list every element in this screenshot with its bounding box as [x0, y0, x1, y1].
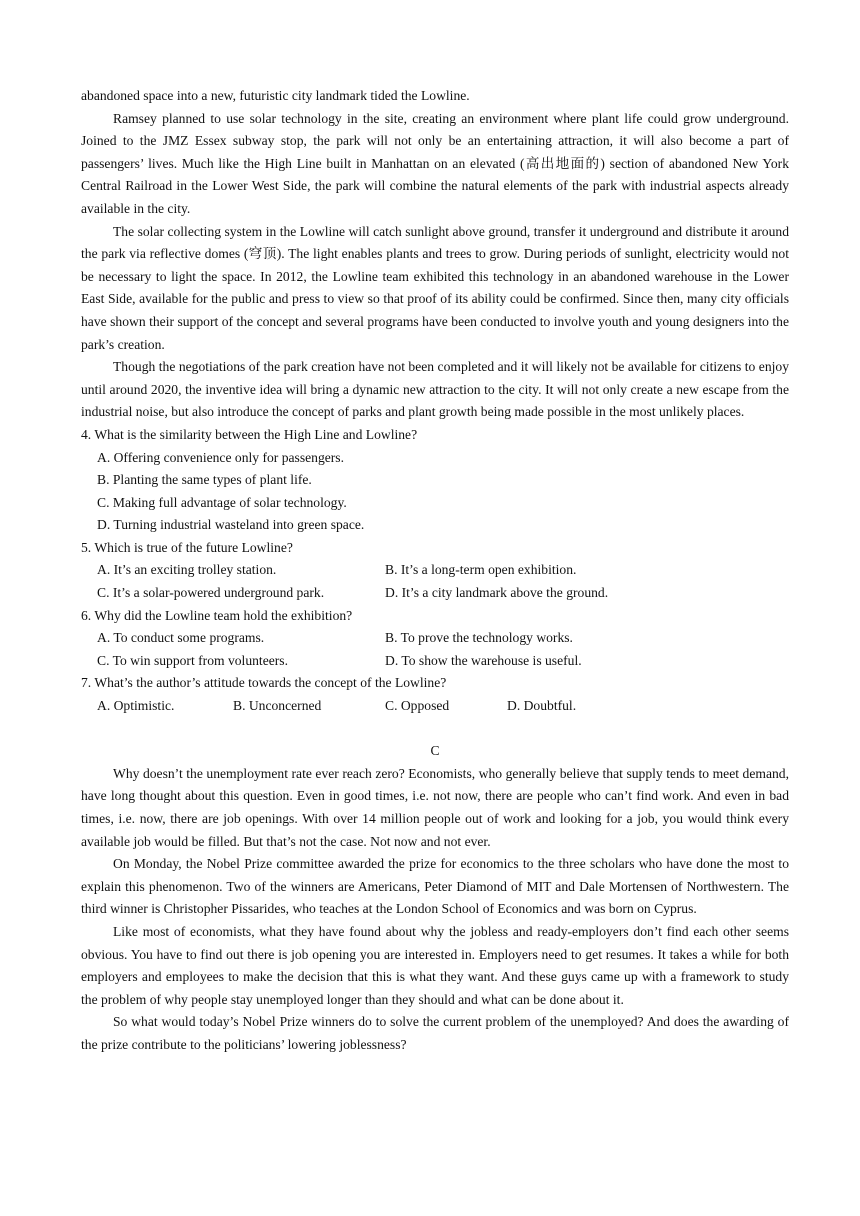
- option-b: B. Unconcerned: [233, 698, 322, 714]
- passage-c-paragraph-4: So what would today’s Nobel Prize winners do to solve the current problem of the unemployed? And does the awarding of the prize contribute to the politicians’ lowering joblessness?: [81, 1014, 789, 1052]
- option-c: C. It’s a solar-powered underground park.: [97, 585, 325, 601]
- passage-b-paragraph-4: Though the negotiations of the park creation have not been completed and it will likely not be available for citizens to enjoy until around 2020, the inventive idea will bring a dynamic new attraction to the city. It will not only create a new escape from the industrial noise, but also introduce the concept of parks and plant growth being made possible in the most unlikely places.: [81, 359, 789, 420]
- passage-c-paragraph-1: Why doesn’t the unemployment rate ever reach zero? Economists, who generally believe that supply tends to meet demand, have long thought about this question. Even in good times, i.e. not now, there are people who can’t find work. And even in bad times, i.e. now, there are job openings. With over 14 million people out of work and looking for a job, you would think every available job would be filled. But that’s not the case. Not now and not ever.: [81, 765, 789, 849]
- passage-c-paragraph-3: Like most of economists, what they have found about why the jobless and ready-employers don’t find each other seems obvious. You have to find out there is job opening you are interested in. Employers need to get resumes. It takes a while for both employers and employees to make the decision that this is what they want. And these guys came up with a framework to study the problem of why people stay unemployed longer than they should and what can be done about it.: [81, 923, 789, 1007]
- option-c: C. Opposed: [385, 698, 450, 714]
- option-b: B. To prove the technology works.: [385, 630, 573, 646]
- passage-c-paragraph-2: On Monday, the Nobel Prize committee awarded the prize for economics to the three scholars who have done the most to explain this phenomenon. Two of the winners are Americans, Peter Diamond of MIT and Dale Mortensen of Northwestern. The third winner is Christopher Pissarides, who teaches at the London School of Economics and was born on Cyprus.: [81, 856, 789, 917]
- option-d: D. Doubtful.: [507, 698, 577, 714]
- option-d: D. It’s a city landmark above the ground.: [385, 585, 609, 601]
- question-6: [81, 605, 789, 673]
- passage-b-paragraph-3: The solar collecting system in the Lowline will catch sunlight above ground, transfer it underground and distribute it around the park via reflective domes (穹顶). The light enables plants and trees to grow. During periods of sunlight, electricity would not be necessary to light the space. In 2012, the Lowline team exhibited this technology in an abandoned warehouse in the Lower East Side, available for the public and press to view so that proof of its ability could be confirmed. Since then, many city officials have shown their support of the concept and several programs have been conducted to involve youth and young designers into the park’s creation.: [81, 223, 789, 352]
- option-d: D. To show the warehouse is useful.: [385, 652, 582, 668]
- option-a: A. Offering convenience only for passengers.: [97, 449, 344, 465]
- option-b: B. Planting the same types of plant life.: [97, 472, 312, 488]
- question-5: [81, 537, 789, 605]
- document-page: [81, 85, 789, 1057]
- option-a: A. It’s an exciting trolley station.: [97, 562, 277, 578]
- option-c: C. Making full advantage of solar technology.: [97, 494, 347, 510]
- question-4: [81, 424, 789, 537]
- passage-b-paragraph-2: Ramsey planned to use solar technology in the site, creating an environment where plant life could grow underground. Joined to the JMZ Essex subway stop, the park will not only be an entertaining attraction, it will also become a part of passengers’ lives. Much like the High Line built in Manhattan on an elevated (高出地面的) section of abandoned New York Central Railroad in the Lower West Side, the park will combine the natural elements of the park with industrial aspects already available in the city.: [81, 110, 789, 216]
- option-b: B. It’s a long-term open exhibition.: [385, 562, 577, 578]
- question-stem: 6. Why did the Lowline team hold the exhibition?: [81, 607, 353, 623]
- option-a: A. To conduct some programs.: [97, 630, 265, 646]
- option-row: [81, 650, 789, 673]
- option-row: [81, 582, 789, 605]
- question-stem: 7. What’s the author’s attitude towards the concept of the Lowline?: [81, 675, 447, 691]
- option-d: D. Turning industrial wasteland into green space.: [97, 517, 365, 533]
- option-c: C. To win support from volunteers.: [97, 652, 288, 668]
- passage-b-paragraph-1: abandoned space into a new, futuristic city landmark tided the Lowline.: [81, 88, 470, 103]
- option-row: [81, 695, 789, 718]
- option-a: A. Optimistic.: [97, 698, 175, 714]
- option-row: [81, 559, 789, 582]
- question-stem: 4. What is the similarity between the High Line and Lowline?: [81, 426, 418, 442]
- question-7: [81, 672, 789, 717]
- question-stem: 5. Which is true of the future Lowline?: [81, 539, 293, 555]
- option-row: [81, 627, 789, 650]
- section-heading: C: [430, 743, 440, 759]
